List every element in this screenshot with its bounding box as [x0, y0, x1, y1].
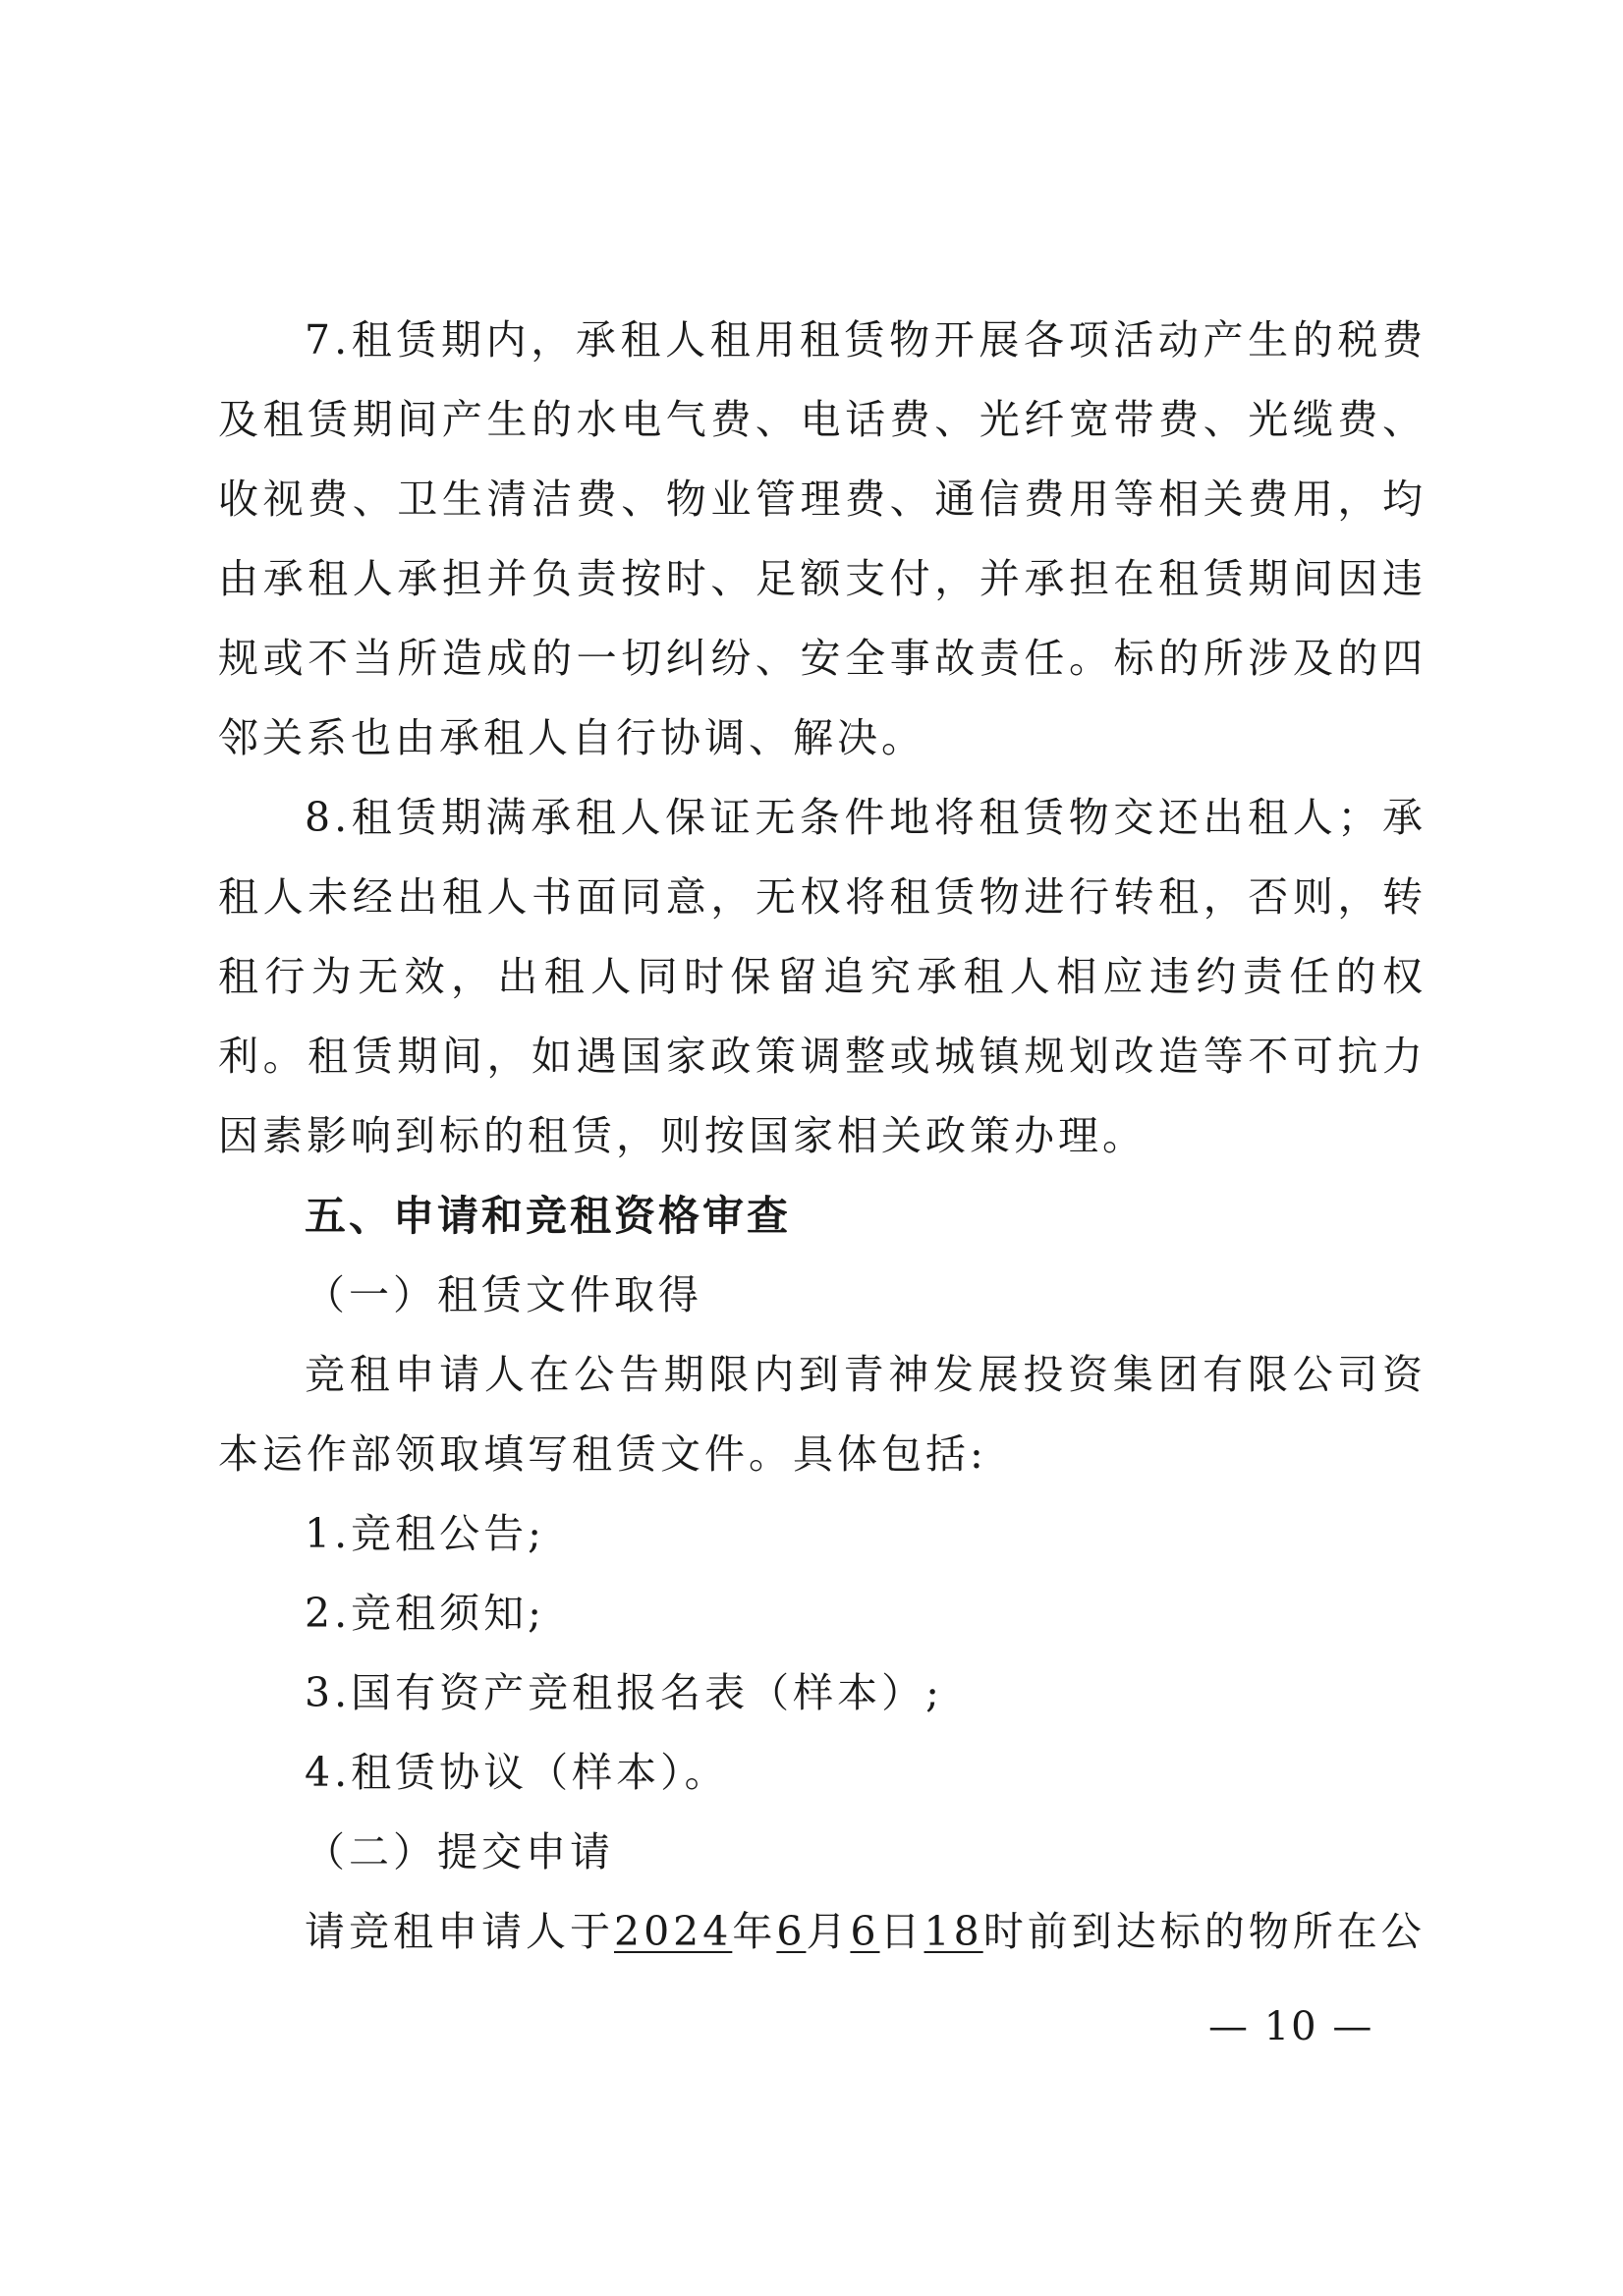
list-item-1: 1.竞租公告;	[305, 1510, 545, 1557]
subsection-title-2: （二）提交申请	[305, 1828, 614, 1876]
deadline-month: 6	[776, 1908, 807, 1955]
subsection-body-2	[218, 1892, 1427, 1972]
paragraph-8: 8.租赁期满承租人保证无条件地将租赁物交还出租人；承租人未经出租人书面同意，无权将租赁物进行转租，否则，转租行为无效，出租人同时保留追究承租人相应违约责任的权利。租赁期间，如遇国家政策调整或城镇规划改造等不可抗力因素影响到标的租赁，则按国家相关政策办理。	[218, 794, 1427, 1159]
paragraph-7: 7.租赁期内，承租人租用租赁物开展各项活动产生的税费及租赁期间产生的水电气费、电话费、光纤宽带费、光缆费、收视费、卫生清洁费、物业管理费、通信费用等相关费用，均由承租人承担并负责按时、足额支付，并承担在租赁期间因违规或不当所造成的一切纠纷、安全事故责任。标的所涉及的四邻关系也由承租人自行协调、解决。	[218, 316, 1427, 761]
subsection-body-1: 竞租申请人在公告期限内到青神发展投资集团有限公司资本运作部领取填写租赁文件。具体包括:	[218, 1351, 1427, 1478]
deadline-year: 2024	[614, 1908, 733, 1955]
deadline-day: 6	[850, 1908, 880, 1955]
list-item-3: 3.国有资产竞租报名表（样本）;	[305, 1669, 943, 1716]
page-number: — 10 —	[1208, 2004, 1374, 2049]
month-unit: 月	[806, 1908, 851, 1955]
day-unit: 日	[879, 1908, 924, 1955]
list-item-2: 2.竞租须知;	[305, 1590, 545, 1637]
document-body	[218, 301, 1427, 1972]
deadline-suffix: 时前到达标的物所在公	[982, 1908, 1426, 1955]
subsection-title-1: （一）租赁文件取得	[305, 1271, 702, 1318]
year-unit: 年	[732, 1908, 777, 1955]
deadline-hour: 18	[923, 1908, 983, 1955]
list-item-4: 4.租赁协议（样本）。	[305, 1749, 729, 1796]
section-heading: 五、申请和竞租资格审查	[305, 1192, 792, 1240]
deadline-prefix: 请竞租申请人于	[305, 1908, 614, 1955]
